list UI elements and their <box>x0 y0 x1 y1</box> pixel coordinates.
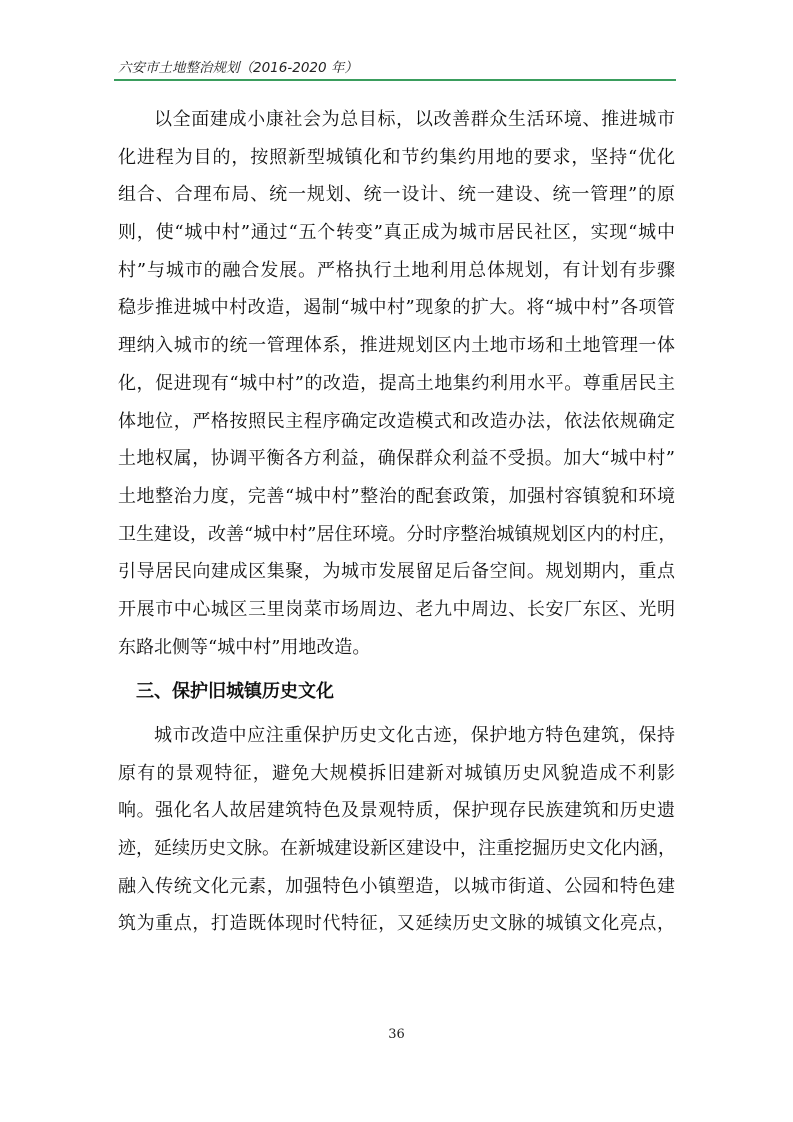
paragraph-line: 稳步推进城中村改造，遏制“城中村”现象的扩大。将“城中村”各项管 <box>118 297 675 319</box>
paragraph-line: 理纳入城市的统一管理体系，推进规划区内土地市场和土地管理一体 <box>118 335 675 357</box>
body-text <box>118 101 675 943</box>
running-header-title: 六安市土地整治规划（2016-2020 年） <box>118 60 358 76</box>
paragraph-line: 城市改造中应注重保护历史文化古迹，保护地方特色建筑，保持 <box>154 724 675 746</box>
paragraph-land-consolidation-urban-villages <box>118 101 675 666</box>
page-number: 36 <box>388 1027 405 1042</box>
paragraph-line: 则，使“城中村”通过“五个转变”真正成为城市居民社区，实现“城中 <box>118 222 675 244</box>
paragraph-line: 土地整治力度，完善“城中村”整治的配套政策，加强村容镇貌和环境 <box>118 485 675 507</box>
paragraph-line: 筑为重点，打造既体现时代特征，又延续历史文脉的城镇文化亮点， <box>118 913 675 935</box>
paragraph-historic-culture-protection <box>118 717 675 943</box>
paragraph-line: 化，促进现有“城中村”的改造，提高土地集约利用水平。尊重居民主 <box>118 372 675 394</box>
paragraph-line: 迹，延续历史文脉。在新城建设新区建设中，注重挖掘历史文化内涵， <box>118 837 676 859</box>
paragraph-line: 土地权属，协调平衡各方利益，确保群众利益不受损。加大“城中村” <box>118 448 675 470</box>
paragraph-line: 以全面建成小康社会为总目标，以改善群众生活环境、推进城市 <box>154 109 675 130</box>
header-rule <box>114 79 676 81</box>
paragraph-line: 响。强化名人故居建筑特色及景观特质，保护现存民族建筑和历史遗 <box>118 800 675 822</box>
paragraph-line: 开展市中心城区三里岗菜市场周边、老九中周边、长安厂东区、光明 <box>118 598 675 620</box>
paragraph-line: 组合、合理布局、统一规划、统一设计、统一建设、统一管理”的原 <box>118 184 675 206</box>
paragraph-line: 东路北侧等“城中村”用地改造。 <box>118 636 371 658</box>
paragraph-line: 化进程为目的，按照新型城镇化和节约集约用地的要求，坚持“优化 <box>118 146 675 168</box>
section-heading: 三、保护旧城镇历史文化 <box>136 680 334 702</box>
paragraph-line: 村”与城市的融合发展。严格执行土地利用总体规划，有计划有步骤 <box>118 259 675 281</box>
paragraph-line: 体地位，严格按照民主程序确定改造模式和改造办法，依法依规确定 <box>118 410 675 432</box>
paragraph-line: 卫生建设，改善“城中村”居住环境。分时序整治城镇规划区内的村庄， <box>118 523 677 545</box>
paragraph-line: 原有的景观特征，避免大规模拆旧建新对城镇历史风貌造成不利影 <box>118 762 675 784</box>
paragraph-line: 融入传统文化元素，加强特色小镇塑造，以城市街道、公园和特色建 <box>118 875 675 897</box>
paragraph-line: 引导居民向建成区集聚，为城市发展留足后备空间。规划期内，重点 <box>118 561 675 583</box>
